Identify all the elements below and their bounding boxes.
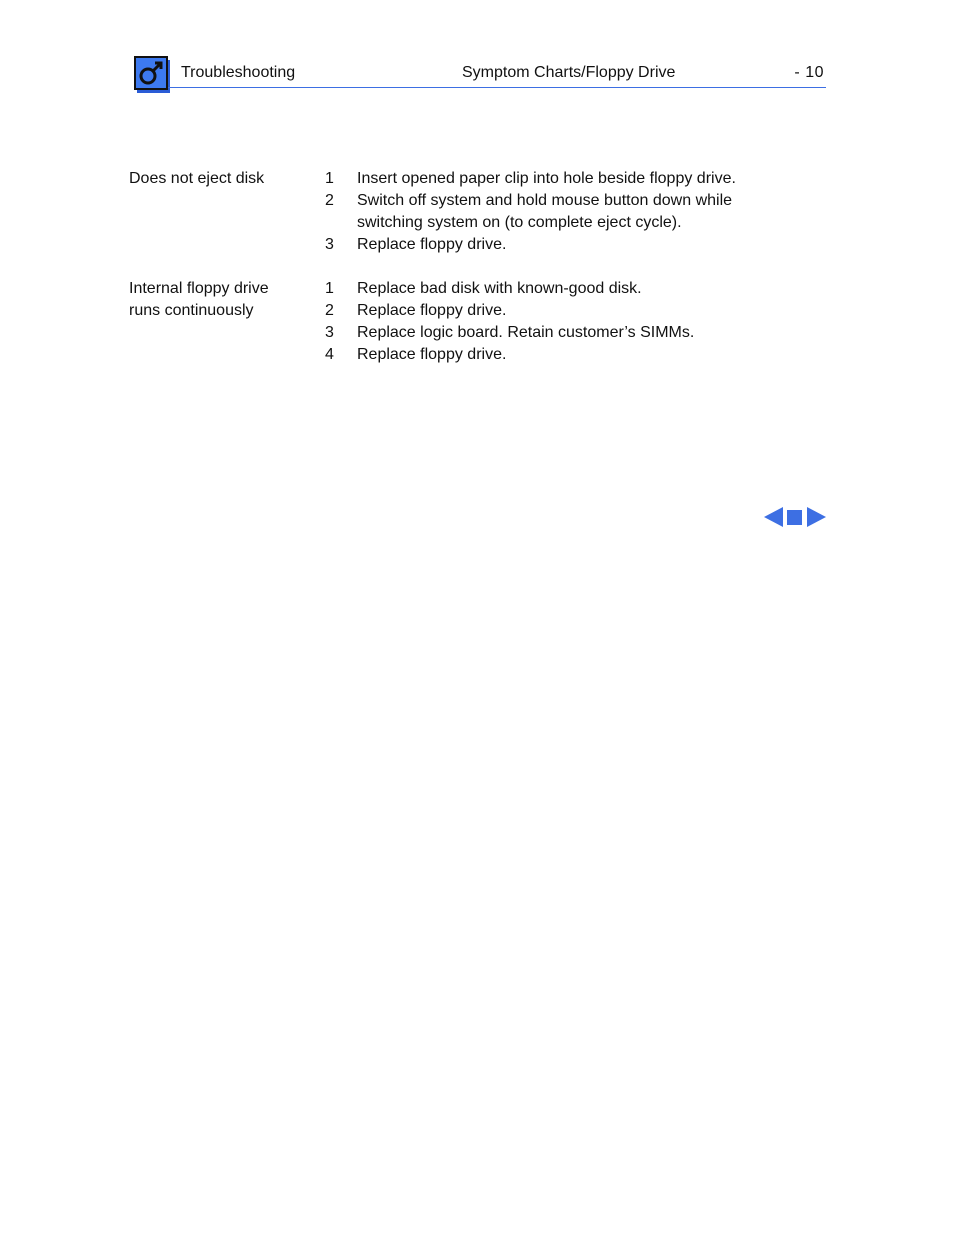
step-text	[357, 168, 829, 190]
next-page-arrow-icon[interactable]	[806, 507, 826, 527]
contents-square-icon[interactable]	[787, 510, 802, 525]
step-text-line: Replace floppy drive.	[357, 236, 507, 253]
solution-step	[325, 190, 829, 234]
step-text-line: Insert opened paper clip into hole beside floppy drive.	[357, 170, 736, 187]
solution-steps	[325, 168, 829, 256]
troubleshooting-logo-icon	[134, 56, 171, 93]
step-number: 1	[325, 170, 334, 187]
step-number: 4	[325, 346, 334, 363]
page-navigation	[764, 507, 826, 527]
step-number: 3	[325, 324, 334, 341]
step-text-line: Replace floppy drive.	[357, 346, 507, 363]
solution-steps	[325, 278, 829, 366]
step-text-line: Replace bad disk with known-good disk.	[357, 280, 642, 297]
page-number: - 10	[794, 64, 824, 81]
step-number: 3	[325, 236, 334, 253]
step-text	[357, 190, 829, 234]
solution-step	[325, 234, 829, 256]
step-text	[357, 300, 829, 322]
step-number: 1	[325, 280, 334, 297]
step-number: 2	[325, 302, 334, 319]
symptom-label	[129, 278, 309, 322]
symptom-label	[129, 168, 309, 190]
header-section-title: Troubleshooting	[181, 64, 296, 81]
step-text-line: Replace logic board. Retain customer’s SIMMs.	[357, 324, 695, 341]
symptom-label-line: Internal floppy drive	[129, 280, 269, 297]
step-text	[357, 322, 829, 344]
symptom-row-runs-continuously	[129, 278, 829, 366]
step-text	[357, 344, 829, 366]
solution-step	[325, 322, 829, 344]
previous-page-arrow-icon[interactable]	[764, 507, 784, 527]
solution-step	[325, 278, 829, 300]
step-number: 2	[325, 192, 334, 209]
symptom-label-line: runs continuously	[129, 302, 254, 319]
step-text-line: switching system on (to complete eject cycle).	[357, 214, 682, 231]
step-text-line: Switch off system and hold mouse button down while	[357, 192, 733, 209]
step-text	[357, 278, 829, 300]
header-divider	[168, 87, 826, 88]
symptom-row-does-not-eject	[129, 168, 829, 256]
header-chapter-title: Symptom Charts/Floppy Drive	[462, 64, 676, 81]
solution-step	[325, 344, 829, 366]
step-text-line: Replace floppy drive.	[357, 302, 507, 319]
solution-step	[325, 300, 829, 322]
symptom-chart	[129, 152, 829, 388]
step-text	[357, 234, 829, 256]
page-header	[134, 56, 826, 90]
solution-step	[325, 168, 829, 190]
symptom-label-line: Does not eject disk	[129, 170, 265, 187]
